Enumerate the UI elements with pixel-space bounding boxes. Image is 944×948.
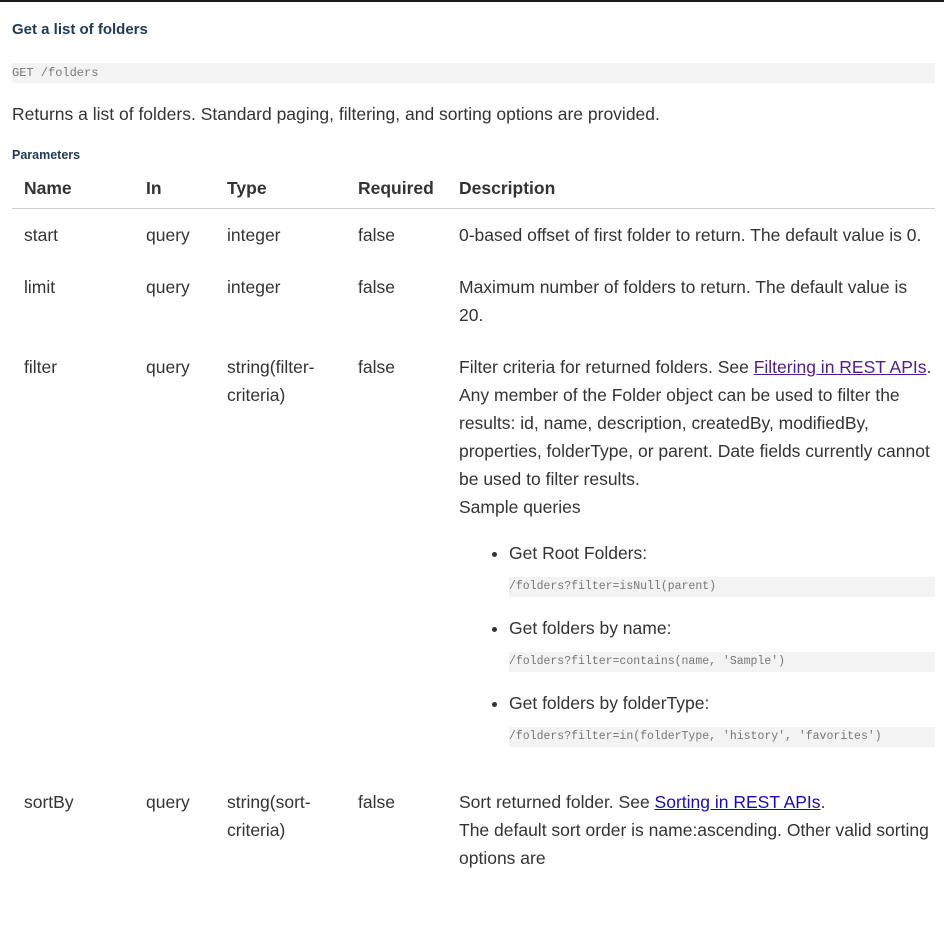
sample-code: /folders?filter=in(folderType, 'history', 'favorites') [509,727,935,747]
param-type: string(sort-criteria) [227,792,311,840]
param-required: false [358,792,395,812]
desc-prefix: Sort returned folder. See [459,792,655,812]
sorting-docs-link[interactable]: Sorting in REST APIs [654,792,821,812]
filtering-docs-link[interactable]: Filtering in REST APIs [753,357,927,377]
page-title: Get a list of folders [12,21,148,38]
parameters-heading: Parameters [12,148,81,162]
sample-queries-list [459,539,935,747]
header-description: Description [447,174,935,209]
sample-label: Get Root Folders: [509,543,648,563]
list-item [509,539,935,597]
sample-label: Get folders by folderType: [509,693,710,713]
param-in: query [146,277,190,297]
param-name: sortBy [24,792,74,812]
param-type: integer [227,225,281,245]
table-row [12,341,935,776]
param-name: limit [24,277,56,297]
param-required: false [358,277,395,297]
endpoint-code: GET /folders [12,63,935,83]
list-item [509,614,935,672]
param-required: false [358,357,395,377]
page-content [0,2,944,884]
sample-code: /folders?filter=isNull(parent) [509,577,935,597]
param-description: Maximum number of folders to return. The default value is 20. [459,277,908,325]
sample-label: Get folders by name: [509,618,672,638]
header-required: Required [346,174,447,209]
param-type: integer [227,277,281,297]
param-name: start [24,225,59,245]
header-type: Type [215,174,346,209]
sample-code: /folders?filter=contains(name, 'Sample') [509,652,935,672]
desc-body: The default sort order is name:ascending. Other valid sorting options are [459,820,929,868]
parameters-table [12,174,935,884]
list-item [509,689,935,747]
param-description: 0-based offset of first folder to return. The default value is 0. [459,225,922,245]
param-name: filter [24,357,58,377]
header-in: In [134,174,215,209]
table-row [12,261,935,341]
desc-suffix: . [820,792,826,812]
desc-body: Any member of the Folder object can be used to filter the results: id, name, description, createdBy, modifiedBy, properties, folderType, or parent. Date fields currently cannot be used to filter results. [459,385,930,489]
table-row [12,209,935,262]
sample-queries-label: Sample queries [459,497,581,517]
param-description [447,776,935,884]
param-required: false [358,225,395,245]
summary-text: Returns a list of folders. Standard paging, filtering, and sorting options are provided. [12,104,660,124]
desc-suffix: . [926,357,932,377]
param-in: query [146,225,190,245]
param-in: query [146,357,190,377]
param-in: query [146,792,190,812]
header-name: Name [12,174,134,209]
desc-prefix: Filter criteria for returned folders. See [459,357,754,377]
table-header-row [12,174,935,209]
table-row [12,776,935,884]
param-description [447,341,935,776]
param-type: string(filter-criteria) [227,357,315,405]
